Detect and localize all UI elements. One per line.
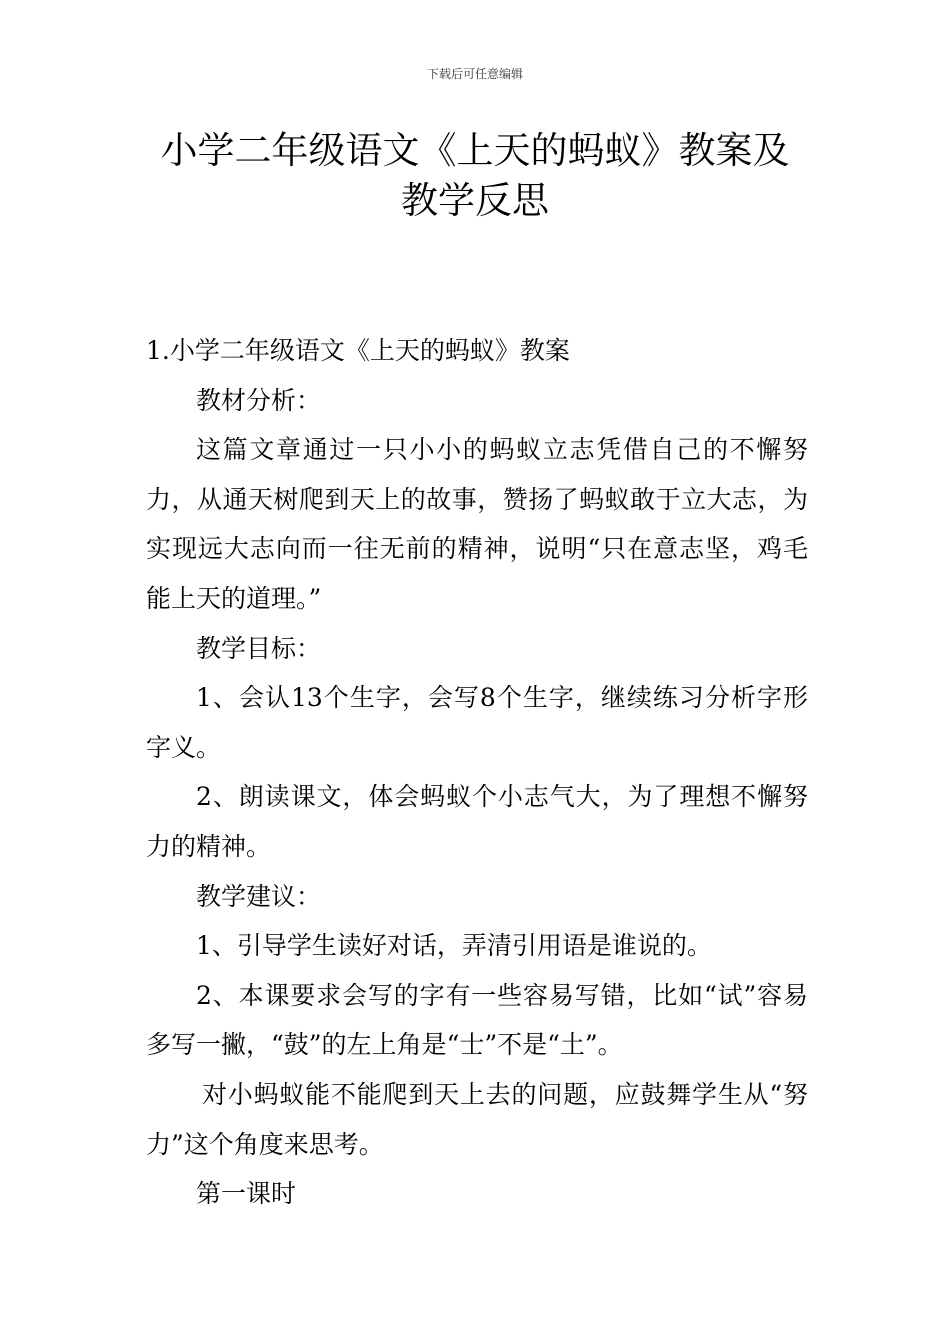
document-body bbox=[146, 326, 808, 1219]
teaching-suggestions-heading: 教学建议： bbox=[196, 881, 322, 911]
lesson-label: 第一课时 bbox=[196, 1179, 297, 1209]
teaching-goals-heading: 教学目标： bbox=[196, 633, 322, 663]
teaching-suggestion-item: 对小蚂蚁能不能爬到天上去的问题，应鼓舞学生从“努力”这个角度来思考。 bbox=[146, 1079, 808, 1159]
teaching-suggestion-item: 1、引导学生读好对话，弄清引用语是谁说的。 bbox=[196, 931, 712, 961]
teaching-goal-item: 2、朗读课文，体会蚂蚁个小志气大，为了理想不懈努力的精神。 bbox=[146, 782, 808, 861]
document-title: 小学二年级语文《上天的蚂蚁》教案及教学反思 bbox=[160, 129, 790, 222]
material-analysis-heading: 教材分析： bbox=[196, 385, 322, 415]
material-analysis-paragraph: 这篇文章通过一只小小的蚂蚁立志凭借自己的不懈努力，从通天树爬到天上的故事，赞扬了蚂蚁敢于立大志，为实现远大志向而一往无前的精神，说明“只在意志坚，鸡毛能上天的道理。” bbox=[146, 435, 808, 613]
teaching-goal-item: 1、会认13个生字，会写8个生字，继续练习分析字形字义。 bbox=[146, 683, 808, 762]
header-note: 下载后可任意编辑 bbox=[426, 67, 523, 81]
teaching-suggestion-item: 2、本课要求会写的字有一些容易写错，比如“试”容易多写一撇，“鼓”的左上角是“士”不是“土”。 bbox=[146, 980, 808, 1060]
section-heading: 1.小学二年级语文《上天的蚂蚁》教案 bbox=[146, 336, 570, 365]
